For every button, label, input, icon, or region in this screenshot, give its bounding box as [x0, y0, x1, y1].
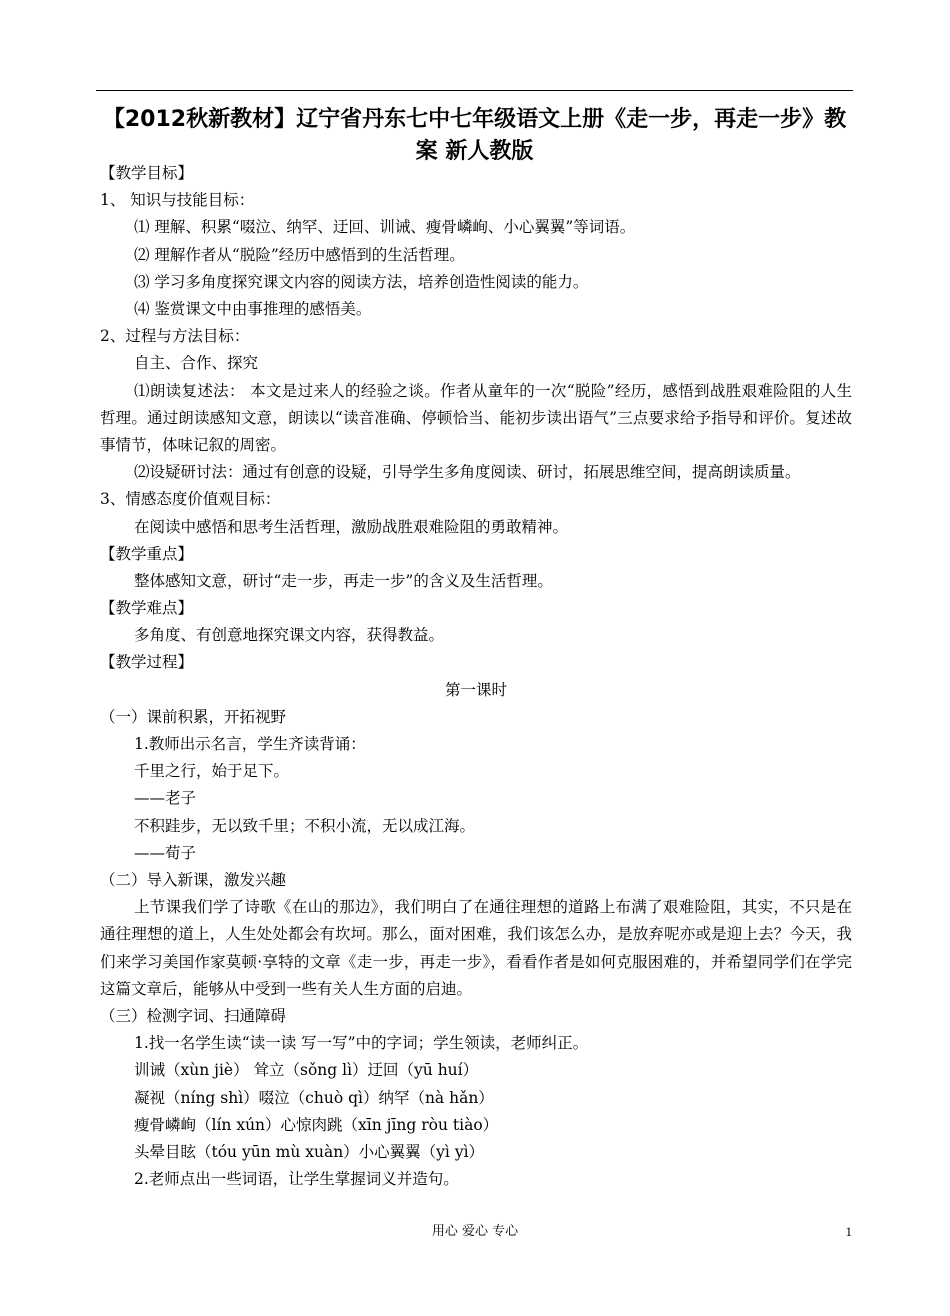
text-line: ⑷ 鉴赏课文中由事推理的感悟美。 [134, 299, 372, 318]
text-line: 自主、合作、探究 [134, 354, 259, 373]
text-line: 2、过程与方法目标： [100, 327, 250, 346]
text-line: 多角度、有创意地探究课文内容，获得教益。 [134, 626, 445, 645]
text-line: 1.找一名学生读“读一读 写一写”中的字词；学生领读，老师纠正。 [134, 1034, 589, 1053]
text-line: 上节课我们学了诗歌《在山的那边》，我们明白了在通往理想的道路上布满了艰难险阻，其实，不只是在通往理想的道上，人生处处都会有坎坷。那么，面对困难，我们该怎么办，是放弃呢亦或是迎上去？今天，我们来学习美国作家莫顿·享特的文章《走一步，再走一步》，看看作者是如何克服困难的，并希望同学们在学完这篇文章后，能够从中受到一些有关人生方面的启迪。 [100, 898, 852, 998]
text-line: 第一课时 [444, 680, 507, 699]
text-line: 【教学难点】 [100, 599, 194, 618]
text-line: 训诫（xùn jiè） 耸立（sǒng lì）迂回（yū huí） [134, 1061, 479, 1080]
page-footer [0, 1220, 950, 1244]
text-line: 3、情感态度价值观目标： [100, 490, 281, 509]
text-line: 【教学过程】 [100, 653, 194, 672]
document-title: 【2012秋新教材】辽宁省丹东七中七年级语文上册《走一步，再走一步》教案 新人教版 [102, 107, 847, 164]
text-line: 不积跬步，无以致千里；不积小流，无以成江海。 [134, 816, 476, 835]
text-line: （三）检测字词、扫通障碍 [100, 1006, 287, 1025]
document-body [100, 160, 852, 1193]
text-line: 整体感知文意，研讨“走一步，再走一步”的含义及生活哲理。 [134, 571, 553, 590]
text-line: 凝视（níng shì）啜泣（chuò qì）纳罕（nà hǎn） [134, 1088, 494, 1107]
text-line: 在阅读中感悟和思考生活哲理，激励战胜艰难险阻的勇敢精神。 [134, 517, 569, 536]
text-line: 1、 知识与技能目标： [100, 191, 255, 210]
header-rule [96, 90, 853, 91]
footer-text: 用心 爱心 专心 [431, 1224, 519, 1239]
text-line: 1.教师出示名言，学生齐读背诵： [134, 735, 366, 753]
text-line: 瘦骨嶙峋（lín xún）心惊肉跳（xīn jīng ròu tiào） [134, 1115, 499, 1134]
text-line: 千里之行，始于足下。 [134, 762, 290, 781]
text-line: ⑶ 学习多角度探究课文内容的阅读方法，培养创造性阅读的能力。 [134, 272, 589, 291]
text-line: 2.老师点出一些词语，让学生掌握词义并造句。 [134, 1170, 459, 1189]
text-line: （一）课前积累，开拓视野 [100, 707, 287, 726]
text-line: ⑵设疑研讨法：通过有创意的设疑，引导学生多角度阅读、研讨，拓展思维空间，提高朗读质量。 [134, 463, 801, 482]
text-line: 【教学重点】 [100, 544, 194, 563]
text-line: 头晕目眩（tóu yūn mù xuàn）小心翼翼（yì yì） [134, 1142, 485, 1161]
text-line: ⑴ 理解、积累“啜泣、纳罕、迂回、训诫、瘦骨嶙峋、小心翼翼”等词语。 [134, 218, 636, 237]
page-number: 1 [845, 1224, 852, 1239]
text-line: ⑴朗读复述法： 本文是过来人的经验之谈。作者从童年的一次“脱险”经历，感悟到战胜艰难险阻的人生哲理。通过朗读感知文意，朗读以“读音准确、停顿恰当、能初步读出语气”三点要求给予指导和评价。复述故事情节，体味记叙的周密。 [100, 381, 852, 454]
text-line: 【教学目标】 [100, 164, 194, 182]
text-line: ⑵ 理解作者从“脱险”经历中感悟到的生活哲理。 [134, 245, 465, 264]
text-line: （二）导入新课，激发兴趣 [100, 870, 287, 889]
text-line: ——荀子 [134, 843, 197, 862]
text-line: ——老子 [134, 789, 197, 808]
